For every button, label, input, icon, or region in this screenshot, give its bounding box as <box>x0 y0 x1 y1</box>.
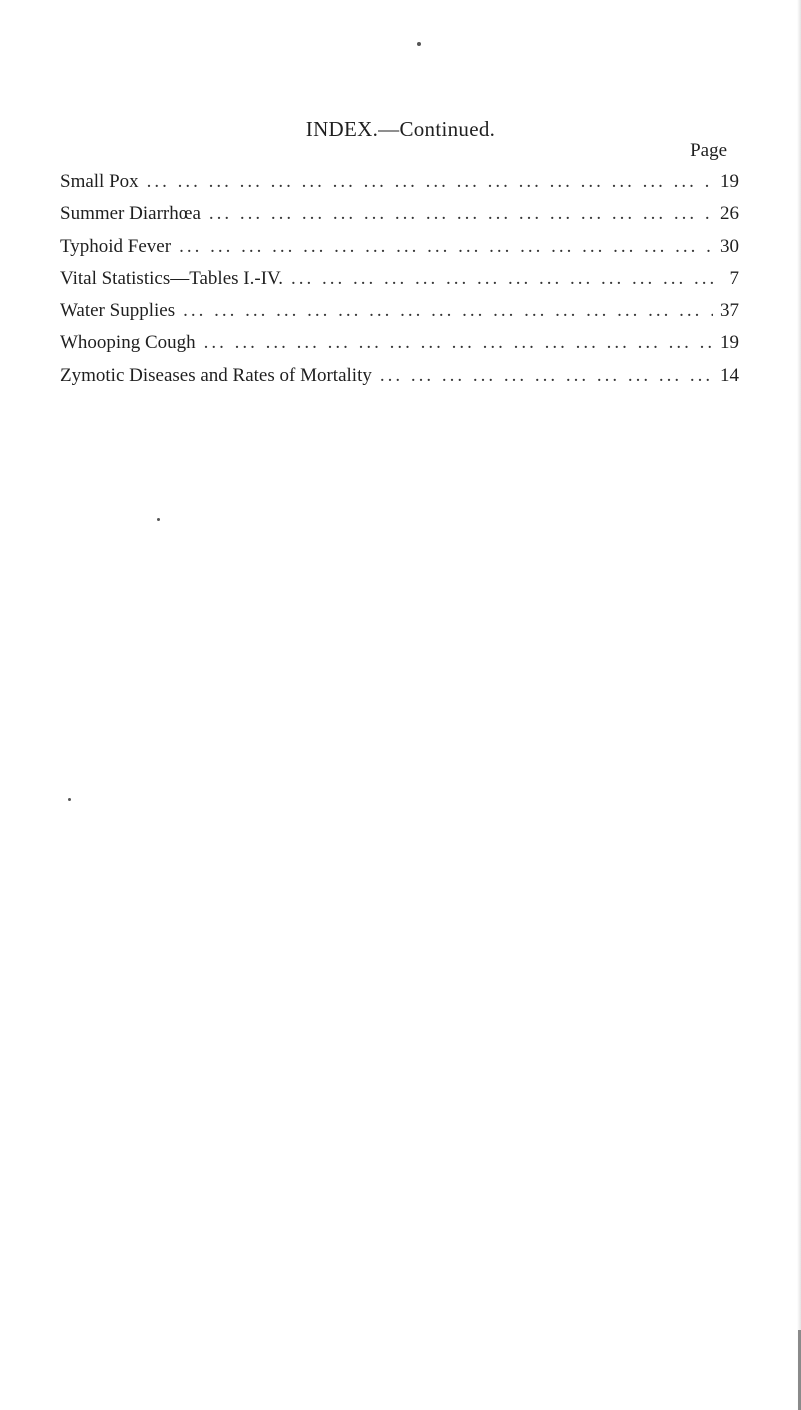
index-entry-typhoid-fever <box>60 236 739 268</box>
dot-leader <box>183 300 713 322</box>
page-column-header: Page <box>690 140 727 161</box>
dot-leader <box>380 365 713 387</box>
entry-label: Summer Diarrhœa <box>60 203 201 225</box>
entry-page-number: 30 <box>720 235 739 257</box>
entry-label: Typhoid Fever <box>60 235 172 257</box>
index-entries <box>60 171 739 397</box>
entry-page-number: 19 <box>720 171 739 192</box>
page-edge <box>797 0 801 1410</box>
dot-leader <box>147 171 713 193</box>
entry-label: Small Pox <box>60 171 139 192</box>
entry-page-number: 37 <box>720 300 739 322</box>
entry-label: Vital Statistics—Tables I.-IV. <box>60 267 284 289</box>
index-entry-whooping-cough <box>60 332 739 364</box>
entry-page-number: 14 <box>720 364 739 386</box>
entry-page-number: 7 <box>729 267 739 289</box>
dot-leader <box>209 203 713 225</box>
paper-speck <box>68 798 71 801</box>
entry-page-number: 19 <box>720 332 739 354</box>
dot-leader <box>291 268 713 290</box>
paper-speck <box>417 42 421 46</box>
paper-speck <box>157 518 160 521</box>
index-entry-water-supplies <box>60 300 739 332</box>
index-entry-small-pox <box>60 171 739 203</box>
dot-leader <box>179 236 713 258</box>
index-entry-zymotic-diseases <box>60 365 739 397</box>
entry-label: Whooping Cough <box>60 332 196 354</box>
index-entry-summer-diarrhoea <box>60 203 739 235</box>
index-entry-vital-statistics <box>60 268 739 300</box>
dot-leader <box>204 332 713 354</box>
entry-label: Water Supplies <box>60 300 176 322</box>
entry-label: Zymotic Diseases and Rates of Mortality <box>60 364 372 386</box>
entry-page-number: 26 <box>720 203 739 225</box>
index-title: INDEX.—Continued. <box>305 117 496 141</box>
